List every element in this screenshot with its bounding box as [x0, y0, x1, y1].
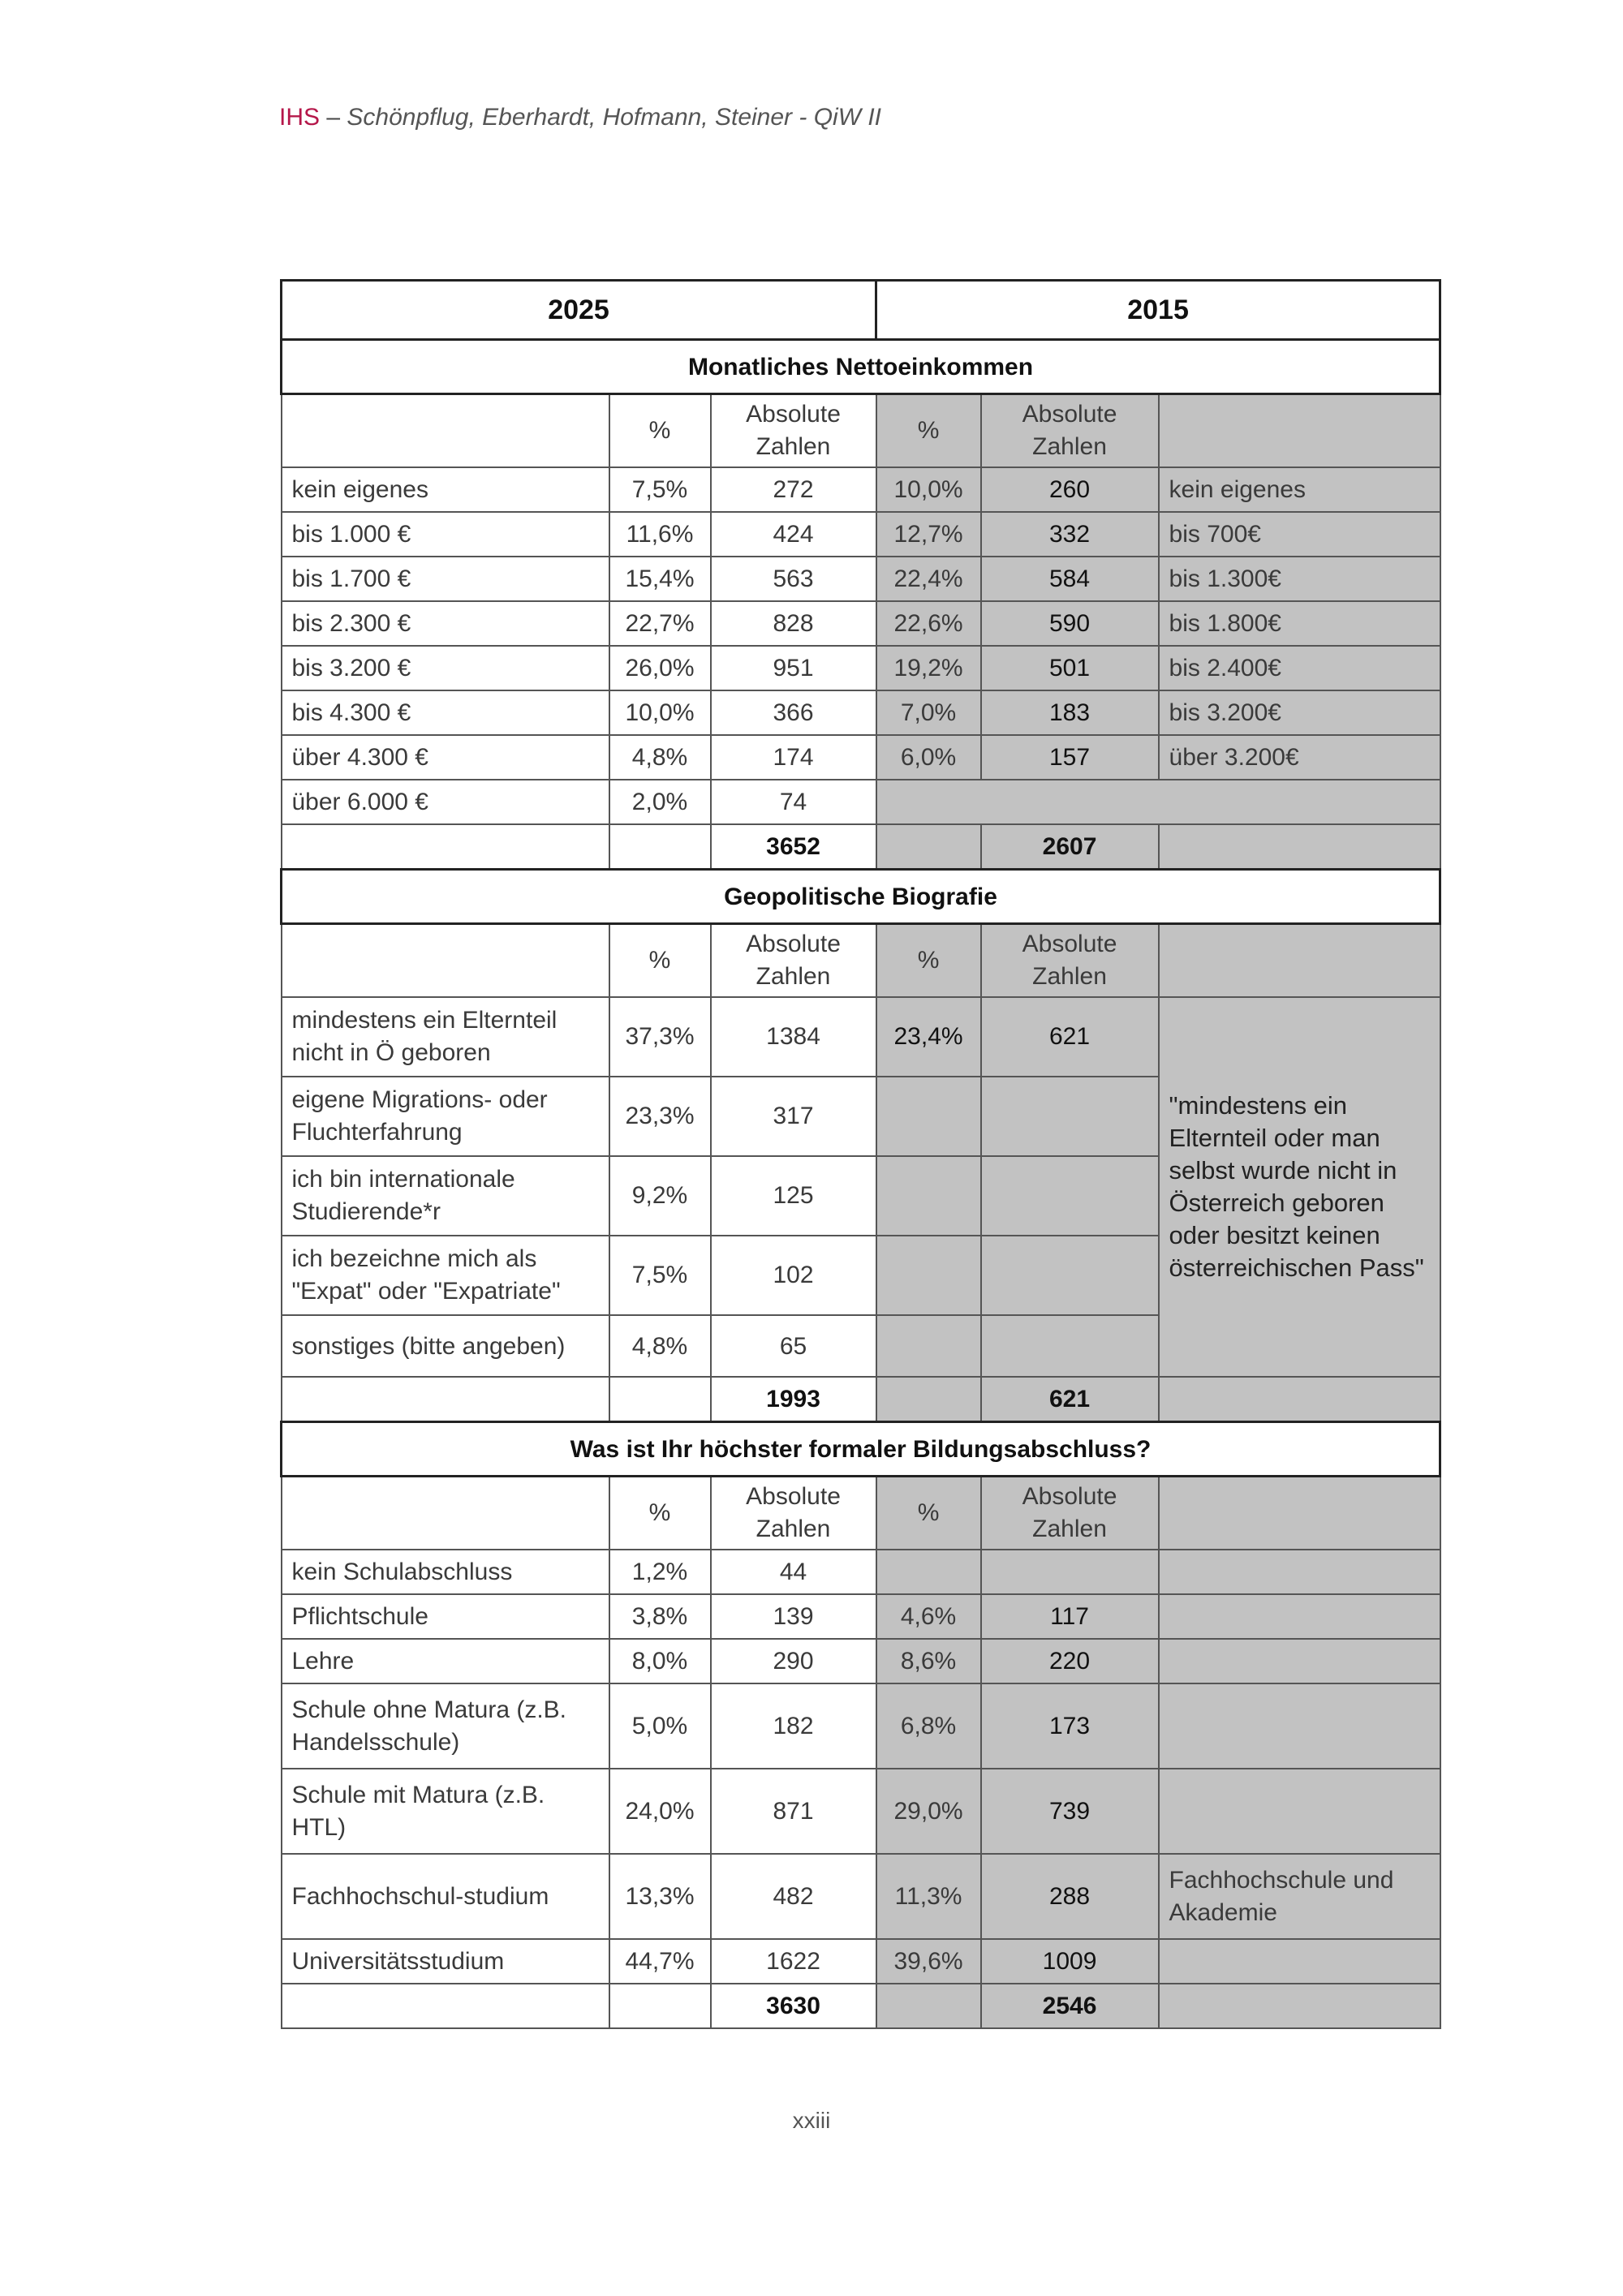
pct-2015: 29,0%: [876, 1769, 981, 1854]
abs-2025: 44: [711, 1550, 876, 1594]
abs-2025: 272: [711, 467, 876, 512]
empty-cell: [282, 1377, 609, 1422]
abs-2025: 951: [711, 646, 876, 690]
empty-cell: [876, 1315, 981, 1377]
total-2015: 2546: [981, 1984, 1159, 2028]
row-label: mindestens ein Elternteil nicht in Ö geboren: [282, 997, 609, 1077]
abs-2015: 157: [981, 735, 1159, 780]
pct-2015: 6,8%: [876, 1683, 981, 1769]
pct-2025: 1,2%: [609, 1550, 711, 1594]
row-label: eigene Migrations- oder Fluchterfahrung: [282, 1077, 609, 1156]
income-row: [282, 557, 1440, 601]
empty-cell: [876, 1156, 981, 1236]
geo-row: [282, 997, 1440, 1077]
total-2015: 2607: [981, 824, 1159, 870]
row-label: Lehre: [282, 1639, 609, 1683]
pct-2025-header: %: [609, 924, 711, 998]
income-row: [282, 512, 1440, 557]
empty-cell: [609, 824, 711, 870]
row-label: bis 1.000 €: [282, 512, 609, 557]
pct-2025: 37,3%: [609, 997, 711, 1077]
empty-cell: [981, 1077, 1159, 1156]
row-label: über 6.000 €: [282, 780, 609, 824]
total-row: [282, 1377, 1440, 1422]
empty-cell: [876, 780, 1440, 824]
pct-2015: 19,2%: [876, 646, 981, 690]
row-label: bis 3.200 €: [282, 646, 609, 690]
abs-2015: 590: [981, 601, 1159, 646]
education-section-title: Was ist Ihr höchster formaler Bildungsabschluss?: [282, 1422, 1440, 1477]
abs-2015: 332: [981, 512, 1159, 557]
pct-2015-header: %: [876, 394, 981, 468]
row-label: sonstiges (bitte angeben): [282, 1315, 609, 1377]
abs-2015: 173: [981, 1683, 1159, 1769]
pct-2025: 26,0%: [609, 646, 711, 690]
abs-2015: 584: [981, 557, 1159, 601]
abs-2025: 125: [711, 1156, 876, 1236]
empty-cell: [981, 1236, 1159, 1315]
label-2015: über 3.200€: [1159, 735, 1440, 780]
pct-2025: 7,5%: [609, 1236, 711, 1315]
abs-2015-header: Absolute Zahlen: [981, 1477, 1159, 1550]
empty-cell: [282, 924, 609, 998]
total-2015: 621: [981, 1377, 1159, 1422]
label-2015: bis 700€: [1159, 512, 1440, 557]
pct-2025: 4,8%: [609, 735, 711, 780]
abs-2015-header: Absolute Zahlen: [981, 394, 1159, 468]
empty-cell: [1159, 394, 1440, 468]
pct-2025: 3,8%: [609, 1594, 711, 1639]
abs-2015: 621: [981, 997, 1159, 1077]
abs-2025: 424: [711, 512, 876, 557]
pct-2025: 22,7%: [609, 601, 711, 646]
empty-cell: [876, 1984, 981, 2028]
pct-2015: 22,4%: [876, 557, 981, 601]
row-label: bis 2.300 €: [282, 601, 609, 646]
label-2015: [1159, 1550, 1440, 1594]
total-2025: 3630: [711, 1984, 876, 2028]
pct-2015: 23,4%: [876, 997, 981, 1077]
row-label: Pflichtschule: [282, 1594, 609, 1639]
total-row: [282, 824, 1440, 870]
empty-cell: [876, 1077, 981, 1156]
label-2015: [1159, 1639, 1440, 1683]
row-label: Universitätsstudium: [282, 1939, 609, 1984]
empty-cell: [876, 824, 981, 870]
income-row: [282, 735, 1440, 780]
pct-2025: 8,0%: [609, 1639, 711, 1683]
abs-2025-header: Absolute Zahlen: [711, 1477, 876, 1550]
abs-2025: 1384: [711, 997, 876, 1077]
label-2015: kein eigenes: [1159, 467, 1440, 512]
row-label: Schule mit Matura (z.B. HTL): [282, 1769, 609, 1854]
total-2025: 1993: [711, 1377, 876, 1422]
pct-2015: 22,6%: [876, 601, 981, 646]
pct-2015: 10,0%: [876, 467, 981, 512]
abs-2025: 563: [711, 557, 876, 601]
empty-cell: [981, 1315, 1159, 1377]
pct-2025-header: %: [609, 394, 711, 468]
pct-2015: 11,3%: [876, 1854, 981, 1939]
education-row: [282, 1854, 1440, 1939]
empty-cell: [876, 1377, 981, 1422]
header-separator: –: [320, 104, 347, 131]
abs-2025: 366: [711, 690, 876, 735]
pct-2025: 10,0%: [609, 690, 711, 735]
pct-2025: 15,4%: [609, 557, 711, 601]
row-label: Schule ohne Matura (z.B. Handelsschule): [282, 1683, 609, 1769]
abs-2025: 290: [711, 1639, 876, 1683]
abs-2015-header: Absolute Zahlen: [981, 924, 1159, 998]
pct-2015: [876, 1550, 981, 1594]
abs-2025: 174: [711, 735, 876, 780]
income-row: [282, 467, 1440, 512]
label-2015: [1159, 1683, 1440, 1769]
note-2015: "mindestens ein Elternteil oder man selbst wurde nicht in Österreich geboren oder besitzt keinen österreichischen Pass": [1159, 997, 1440, 1377]
section-title-row: [282, 1422, 1440, 1477]
education-row: [282, 1683, 1440, 1769]
empty-cell: [1159, 1477, 1440, 1550]
income-row: [282, 690, 1440, 735]
row-label: bis 1.700 €: [282, 557, 609, 601]
empty-cell: [1159, 1377, 1440, 1422]
pct-2015: 8,6%: [876, 1639, 981, 1683]
education-row: [282, 1594, 1440, 1639]
label-2015: [1159, 1594, 1440, 1639]
abs-2025: 317: [711, 1077, 876, 1156]
income-row: [282, 646, 1440, 690]
abs-2015: 1009: [981, 1939, 1159, 1984]
pct-2025: 13,3%: [609, 1854, 711, 1939]
year-header-row: [282, 281, 1440, 340]
pct-2015: 4,6%: [876, 1594, 981, 1639]
pct-2025: 7,5%: [609, 467, 711, 512]
empty-cell: [282, 394, 609, 468]
empty-cell: [609, 1984, 711, 2028]
abs-2015: 220: [981, 1639, 1159, 1683]
abs-2015: 288: [981, 1854, 1159, 1939]
column-header-row: [282, 924, 1440, 998]
income-row: [282, 601, 1440, 646]
abs-2025: 482: [711, 1854, 876, 1939]
label-2015: bis 3.200€: [1159, 690, 1440, 735]
education-row: [282, 1639, 1440, 1683]
label-2015: bis 2.400€: [1159, 646, 1440, 690]
pct-2025: 9,2%: [609, 1156, 711, 1236]
abs-2015: 183: [981, 690, 1159, 735]
total-row: [282, 1984, 1440, 2028]
empty-cell: [876, 1236, 981, 1315]
abs-2025-header: Absolute Zahlen: [711, 924, 876, 998]
pct-2015: 7,0%: [876, 690, 981, 735]
geo-section-title: Geopolitische Biografie: [282, 870, 1440, 924]
empty-cell: [609, 1377, 711, 1422]
abs-2025: 102: [711, 1236, 876, 1315]
year-2025-header: 2025: [282, 281, 876, 340]
abs-2025-header: Absolute Zahlen: [711, 394, 876, 468]
row-label: kein Schulabschluss: [282, 1550, 609, 1594]
column-header-row: [282, 1477, 1440, 1550]
row-label: bis 4.300 €: [282, 690, 609, 735]
abs-2025: 139: [711, 1594, 876, 1639]
abs-2025: 65: [711, 1315, 876, 1377]
pct-2025: 44,7%: [609, 1939, 711, 1984]
row-label: über 4.300 €: [282, 735, 609, 780]
income-section-title: Monatliches Nettoeinkommen: [282, 340, 1440, 394]
income-row: [282, 780, 1440, 824]
year-2015-header: 2015: [876, 281, 1440, 340]
pct-2015-header: %: [876, 924, 981, 998]
empty-cell: [1159, 924, 1440, 998]
column-header-row: [282, 394, 1440, 468]
pct-2025-header: %: [609, 1477, 711, 1550]
pct-2025: 4,8%: [609, 1315, 711, 1377]
section-title-row: [282, 340, 1440, 394]
pct-2025: 11,6%: [609, 512, 711, 557]
abs-2015: 117: [981, 1594, 1159, 1639]
label-2015: [1159, 1769, 1440, 1854]
statistics-table: [280, 279, 1441, 2029]
empty-cell: [282, 824, 609, 870]
section-title-row: [282, 870, 1440, 924]
abs-2025: 828: [711, 601, 876, 646]
pct-2015: 6,0%: [876, 735, 981, 780]
header-authors: Schönpflug, Eberhardt, Hofmann, Steiner - QiW II: [347, 104, 882, 131]
pct-2015: 39,6%: [876, 1939, 981, 1984]
row-label: ich bin internationale Studierende*r: [282, 1156, 609, 1236]
pct-2015: 12,7%: [876, 512, 981, 557]
row-label: Fachhochschul-studium: [282, 1854, 609, 1939]
empty-cell: [981, 1156, 1159, 1236]
pct-2015-header: %: [876, 1477, 981, 1550]
abs-2015: 501: [981, 646, 1159, 690]
empty-cell: [1159, 824, 1440, 870]
abs-2015: [981, 1550, 1159, 1594]
label-2015: Fachhochschule und Akademie: [1159, 1854, 1440, 1939]
education-row: [282, 1939, 1440, 1984]
label-2015: bis 1.800€: [1159, 601, 1440, 646]
empty-cell: [282, 1984, 609, 2028]
abs-2015: 739: [981, 1769, 1159, 1854]
header-org: IHS: [279, 104, 321, 131]
label-2015: bis 1.300€: [1159, 557, 1440, 601]
running-header: [279, 104, 881, 131]
education-row: [282, 1769, 1440, 1854]
abs-2025: 74: [711, 780, 876, 824]
education-row: [282, 1550, 1440, 1594]
pct-2025: 23,3%: [609, 1077, 711, 1156]
page-number: xxiii: [792, 2108, 831, 2133]
empty-cell: [1159, 1984, 1440, 2028]
total-2025: 3652: [711, 824, 876, 870]
pct-2025: 2,0%: [609, 780, 711, 824]
empty-cell: [282, 1477, 609, 1550]
pct-2025: 5,0%: [609, 1683, 711, 1769]
abs-2025: 182: [711, 1683, 876, 1769]
abs-2025: 1622: [711, 1939, 876, 1984]
row-label: kein eigenes: [282, 467, 609, 512]
abs-2025: 871: [711, 1769, 876, 1854]
pct-2025: 24,0%: [609, 1769, 711, 1854]
abs-2015: 260: [981, 467, 1159, 512]
row-label: ich bezeichne mich als "Expat" oder "Expatriate": [282, 1236, 609, 1315]
label-2015: [1159, 1939, 1440, 1984]
